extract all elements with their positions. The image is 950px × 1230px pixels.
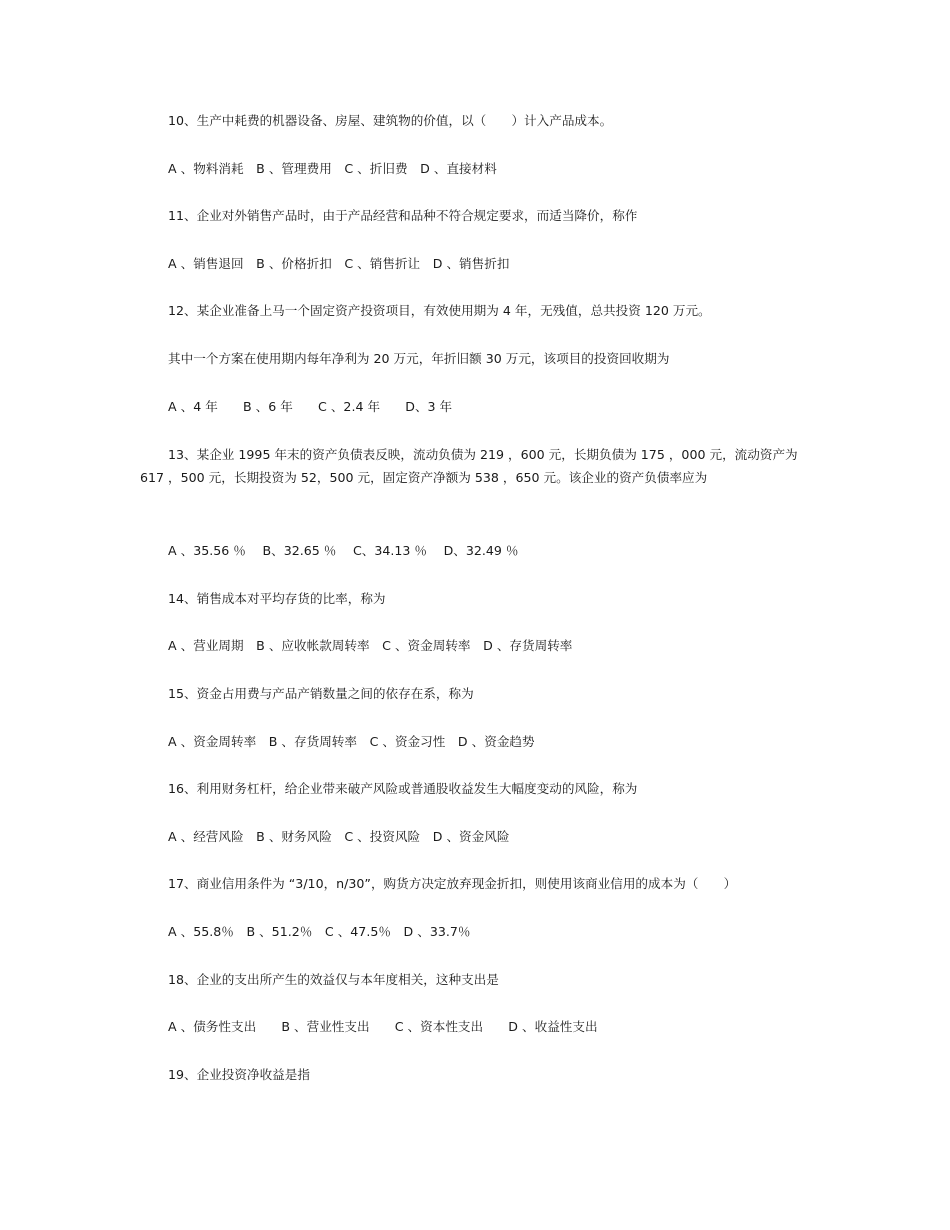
question-12-options: A 、4 年 B 、6 年 C 、2.4 年 D、3 年 — [168, 399, 453, 414]
question-10: 10、生产中耗费的机器设备、房屋、建筑物的价值，以（ ）计入产品成本。 — [168, 113, 613, 128]
question-17-options: A 、55.8％ B 、51.2％ C 、47.5％ D 、33.7％ — [168, 924, 471, 939]
question-18: 18、企业的支出所产生的效益仅与本年度相关，这种支出是 — [168, 972, 499, 987]
question-15: 15、资金占用费与产品产销数量之间的依存在系，称为 — [168, 686, 474, 701]
question-12: 12、某企业准备上马一个固定资产投资项目，有效使用期为 4 年，无残值，总共投资 120 万元。 — [168, 303, 711, 318]
question-11-options: A 、销售退回 B 、价格折扣 C 、销售折让 D 、销售折扣 — [168, 256, 510, 271]
question-15-options: A 、资金周转率 B 、存货周转率 C 、资金习性 D 、资金趋势 — [168, 734, 535, 749]
question-14-options: A 、营业周期 B 、应收帐款周转率 C 、资金周转率 D 、存货周转率 — [168, 638, 573, 653]
question-17: 17、商业信用条件为 “3/10，n/30”，购货方决定放弃现金折扣，则使用该商业信用的成本为（ ） — [168, 876, 737, 891]
question-10-options: A 、物料消耗 B 、管理费用 C 、折旧费 D 、直接材料 — [168, 161, 497, 176]
question-19: 19、企业投资净收益是指 — [168, 1067, 310, 1082]
question-16: 16、利用财务杠杆，给企业带来破产风险或普通股收益发生大幅度变动的风险，称为 — [168, 781, 638, 796]
question-16-options: A 、经营风险 B 、财务风险 C 、投资风险 D 、资金风险 — [168, 829, 510, 844]
question-13: 13、某企业 1995 年末的资产负债表反映，流动负债为 219 ，600 元，长期负债为 175 ，000 元，流动资产为 617 ，500 元，长期投资为 52，500 元，固定资产净额为 538 ，650 元。该企业的资产负债率应为 — [140, 447, 798, 485]
question-11: 11、企业对外销售产品时，由于产品经营和品种不符合规定要求，而适当降价，称作 — [168, 208, 638, 223]
question-12-continuation: 其中一个方案在使用期内每年净利为 20 万元，年折旧额 30 万元，该项目的投资回收期为 — [168, 351, 670, 366]
question-18-options: A 、债务性支出 B 、营业性支出 C 、资本性支出 D 、收益性支出 — [168, 1019, 598, 1034]
question-13-options: A 、35.56 ％ B、32.65 ％ C、34.13 ％ D、32.49 ％ — [168, 543, 519, 558]
question-14: 14、销售成本对平均存货的比率，称为 — [168, 591, 386, 606]
